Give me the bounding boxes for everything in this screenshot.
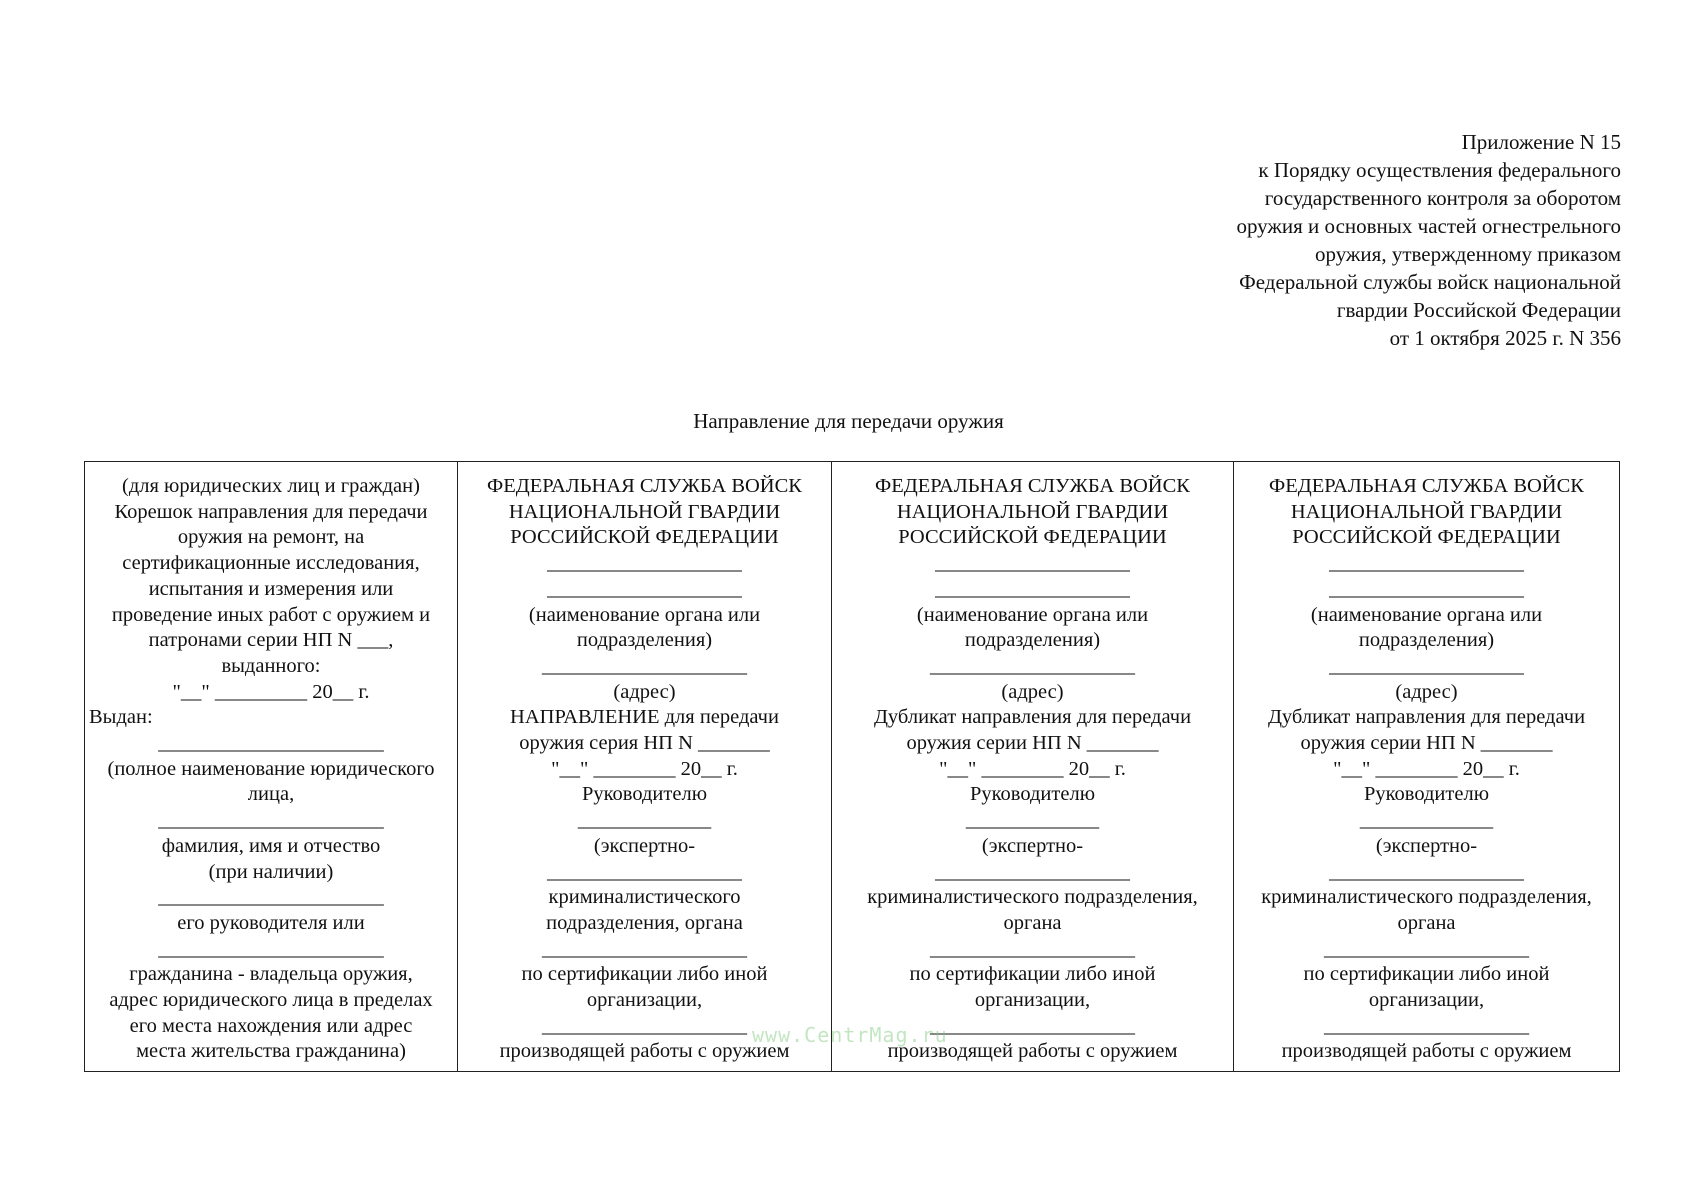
stub-column [85, 462, 458, 1071]
caption-line: (адрес) [613, 680, 676, 703]
stub-line: (при наличии) [208, 860, 334, 883]
blank-line: _____________ [1359, 809, 1494, 832]
appendix-line: оружия, утвержденному приказом [1314, 242, 1621, 266]
caption-line: по сертификации либо иной [909, 963, 1156, 986]
stub-blank-line: ______________________ [158, 937, 384, 960]
direction-heading: НАПРАВЛЕНИЕ для передачи [510, 706, 779, 729]
date-line: "__" ________ 20__ г. [939, 757, 1126, 780]
caption-line: (экспертно- [981, 834, 1084, 857]
caption-line: криминалистического подразделения, [1261, 886, 1592, 909]
caption-line: подразделения) [576, 629, 713, 652]
stub-blank-line: ______________________ [158, 809, 384, 832]
appendix-line: к Порядку осуществления федерального [1258, 158, 1621, 182]
stub-blank-line: ______________________ [158, 886, 384, 909]
caption-line: криминалистического подразделения, [867, 886, 1198, 909]
duplicate-column-1 [832, 462, 1234, 1071]
appendix-line: оружия и основных частей огнестрельного [1236, 214, 1621, 238]
caption-line: организации, [586, 989, 703, 1012]
addressee-line: Руководителю [1363, 783, 1490, 806]
duplicate-heading: Дубликат направления для передачи [1267, 706, 1586, 729]
stub-line: гражданина - владельца оружия, [129, 963, 413, 986]
blank-line: ___________________ [1329, 552, 1524, 575]
caption-line: (наименование органа или [528, 603, 761, 626]
series-line: оружия серии НП N _______ [1300, 732, 1553, 755]
agency-name-line: РОССИЙСКОЙ ФЕДЕРАЦИИ [898, 526, 1167, 549]
series-line: оружия серии НП N _______ [906, 732, 1159, 755]
date-line: "__" ________ 20__ г. [551, 757, 738, 780]
agency-name-line: РОССИЙСКОЙ ФЕДЕРАЦИИ [1292, 526, 1561, 549]
blank-line: ___________________ [935, 552, 1130, 575]
blank-line: ___________________ [935, 860, 1130, 883]
stub-line: патронами серии НП N ___, [148, 629, 394, 652]
caption-line: подразделения) [964, 629, 1101, 652]
caption-line: подразделения, органа [546, 911, 743, 934]
caption-line: (адрес) [1395, 680, 1458, 703]
appendix-line: от 1 октября 2025 г. N 356 [1389, 326, 1621, 350]
blank-line: ____________________ [1324, 1014, 1529, 1037]
appendix-line: Федеральной службы войск национальной [1239, 270, 1621, 294]
blank-line: ___________________ [1329, 577, 1524, 600]
form-table [84, 461, 1620, 1072]
caption-line: организации, [1368, 989, 1485, 1012]
caption-line: (экспертно- [1375, 834, 1478, 857]
stub-line: испытания и измерения или [148, 577, 394, 600]
stub-line: (для юридических лиц и граждан) [122, 475, 420, 497]
blank-line: ___________________ [547, 860, 742, 883]
blank-line: ____________________ [542, 937, 747, 960]
stub-line: сертификационные исследования, [122, 552, 420, 575]
blank-line: ___________________ [1329, 860, 1524, 883]
blank-line: _____________ [965, 809, 1100, 832]
agency-name-line: НАЦИОНАЛЬНОЙ ГВАРДИИ [896, 500, 1169, 523]
blank-line: ____________________ [1324, 937, 1529, 960]
caption-line: (экспертно- [593, 834, 696, 857]
agency-name-line: НАЦИОНАЛЬНОЙ ГВАРДИИ [508, 500, 781, 523]
blank-line: ____________________ [930, 654, 1135, 677]
stub-blank-line: ______________________ [158, 732, 384, 755]
blank-line: ____________________ [542, 1014, 747, 1037]
caption-line: (адрес) [1001, 680, 1064, 703]
series-line: оружия серия НП N _______ [519, 732, 770, 755]
agency-name-line: ФЕДЕРАЛЬНАЯ СЛУЖБА ВОЙСК [875, 475, 1190, 497]
caption-line: производящей работы с оружием [1281, 1040, 1572, 1063]
stub-line: фамилия, имя и отчество [161, 834, 381, 857]
caption-line: по сертификации либо иной [521, 963, 768, 986]
stub-issue-date: "__" _________ 20__ г. [172, 680, 370, 703]
date-line: "__" ________ 20__ г. [1333, 757, 1520, 780]
caption-line: криминалистического [548, 886, 741, 909]
blank-line: ____________________ [542, 654, 747, 677]
agency-name-line: ФЕДЕРАЛЬНАЯ СЛУЖБА ВОЙСК [487, 475, 802, 497]
caption-line: (наименование органа или [1310, 603, 1543, 626]
caption-line: органа [1397, 911, 1456, 934]
addressee-line: Руководителю [581, 783, 708, 806]
stub-line: оружия на ремонт, на [177, 526, 365, 549]
stub-line: выданного: [221, 654, 321, 677]
caption-line: организации, [974, 989, 1091, 1012]
caption-line: (наименование органа или [916, 603, 1149, 626]
stub-issued-label: Выдан: [89, 706, 153, 729]
agency-name-line: НАЦИОНАЛЬНОЙ ГВАРДИИ [1290, 500, 1563, 523]
addressee-line: Руководителю [969, 783, 1096, 806]
blank-line: ___________________ [547, 552, 742, 575]
blank-line: ___________________ [1329, 654, 1524, 677]
caption-line: производящей работы с оружием [887, 1040, 1178, 1063]
direction-column [458, 462, 832, 1071]
stub-line: адрес юридического лица в пределах [109, 989, 433, 1012]
appendix-line: государственного контроля за оборотом [1264, 186, 1621, 210]
caption-line: по сертификации либо иной [1303, 963, 1550, 986]
stub-line: Корешок направления для передачи [114, 500, 428, 523]
stub-line: его руководителя или [177, 911, 365, 934]
document-title: Направление для передачи оружия [693, 409, 1004, 433]
agency-name-line: РОССИЙСКОЙ ФЕДЕРАЦИИ [510, 526, 779, 549]
appendix-line: гвардии Российской Федерации [1336, 298, 1621, 322]
blank-line: ____________________ [930, 1014, 1135, 1037]
blank-line: ____________________ [930, 937, 1135, 960]
caption-line: подразделения) [1358, 629, 1495, 652]
blank-line: ___________________ [935, 577, 1130, 600]
caption-line: органа [1003, 911, 1062, 934]
appendix-header [1101, 128, 1621, 352]
watermark: www.CentrMag.ru [752, 1023, 948, 1047]
agency-name-line: ФЕДЕРАЛЬНАЯ СЛУЖБА ВОЙСК [1269, 475, 1584, 497]
stub-line: места жительства гражданина) [136, 1040, 406, 1063]
blank-line: ___________________ [547, 577, 742, 600]
caption-line: производящей работы с оружием [499, 1040, 790, 1063]
stub-line: (полное наименование юридического [107, 757, 435, 780]
duplicate-heading: Дубликат направления для передачи [873, 706, 1192, 729]
duplicate-column-2 [1234, 462, 1619, 1071]
stub-line: проведение иных работ с оружием и [111, 603, 431, 626]
blank-line: _____________ [577, 809, 712, 832]
appendix-line: Приложение N 15 [1461, 130, 1621, 154]
stub-line: его места нахождения или адрес [129, 1014, 413, 1037]
stub-line: лица, [247, 783, 295, 806]
